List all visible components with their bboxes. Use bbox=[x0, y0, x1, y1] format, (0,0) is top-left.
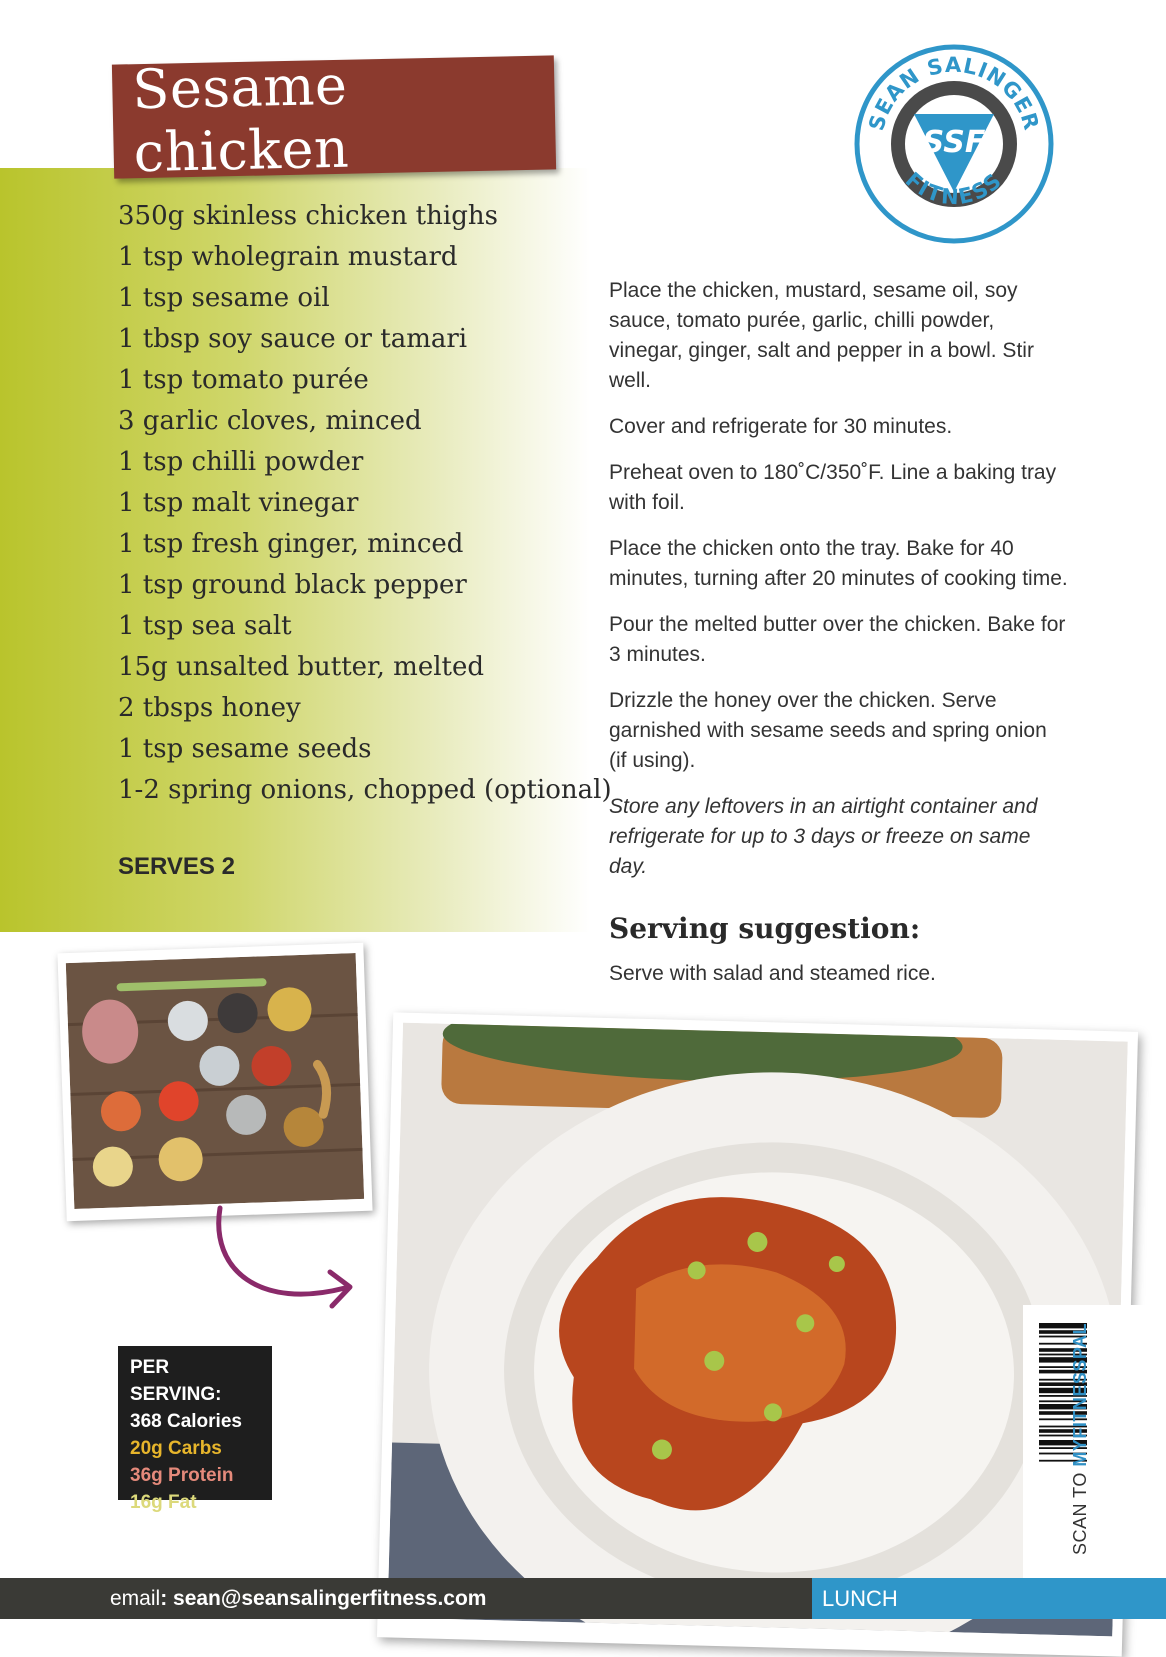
nutrition-panel bbox=[118, 1346, 272, 1513]
barcode-label bbox=[1070, 1323, 1091, 1555]
recipe-title: Sesame chicken bbox=[131, 53, 350, 185]
title-banner bbox=[112, 53, 556, 185]
logo-top-text: SEAN SALINGER bbox=[864, 52, 1044, 134]
logo-mark-text: SSF bbox=[922, 125, 986, 160]
ingredient-item: 1 tsp wholegrain mustard bbox=[118, 242, 458, 272]
method-step: Place the chicken, mustard, sesame oil, soy sauce, tomato purée, garlic, chilli powder, vinegar, ginger, salt and pepper in a bowl. Stir well. bbox=[609, 279, 1034, 392]
method-step: Place the chicken onto the tray. Bake for 40 minutes, turning after 20 minutes of cooking time. bbox=[609, 537, 1068, 590]
footer-bar bbox=[0, 1578, 1166, 1619]
ingredients-photo-image bbox=[66, 953, 364, 1209]
dish-photo-image bbox=[387, 1023, 1127, 1637]
ingredient-item: 1 tbsp soy sauce or tamari bbox=[118, 324, 468, 354]
ingredients-list bbox=[118, 196, 612, 811]
barcode-label-brand: MYFITNESSPAL bbox=[1070, 1322, 1090, 1467]
ingredient-item: 1 tsp chilli powder bbox=[118, 447, 364, 477]
ingredient-item: 1 tsp sea salt bbox=[118, 611, 292, 641]
curved-arrow-icon bbox=[210, 1200, 380, 1350]
ingredient-item: 1-2 spring onions, chopped (optional) bbox=[118, 775, 612, 805]
footer-email bbox=[110, 1578, 486, 1619]
nutrition-header: PER SERVING: bbox=[130, 1357, 222, 1405]
nutrition-fat: 16g Fat bbox=[130, 1492, 197, 1513]
barcode-label-prefix: SCAN TO bbox=[1070, 1466, 1090, 1555]
ingredient-item: 1 tsp malt vinegar bbox=[118, 488, 359, 518]
method-step: Preheat oven to 180˚C/350˚F. Line a baking tray with foil. bbox=[609, 461, 1057, 514]
ingredient-item: 3 garlic cloves, minced bbox=[118, 406, 422, 436]
email-label: email bbox=[110, 1587, 161, 1610]
nutrition-calories: 368 Calories bbox=[130, 1411, 242, 1432]
logo-bottom-text: FITNESS bbox=[900, 167, 1008, 210]
serving-suggestion-text: Serve with salad and steamed rice. bbox=[609, 962, 936, 985]
email-link[interactable]: sean@seansalingerfitness.com bbox=[173, 1587, 487, 1610]
ingredient-item: 350g skinless chicken thighs bbox=[118, 201, 498, 231]
ingredient-item: 15g unsalted butter, melted bbox=[118, 652, 484, 682]
ingredient-item: 1 tsp ground black pepper bbox=[118, 570, 467, 600]
ingredients-photo bbox=[57, 943, 372, 1222]
ingredient-item: 1 tsp fresh ginger, minced bbox=[118, 529, 464, 559]
serves-count: SERVES 2 bbox=[118, 853, 235, 880]
method-steps bbox=[609, 276, 1069, 898]
method-step: Drizzle the honey over the chicken. Serve garnished with sesame seeds and spring onion (if using). bbox=[609, 689, 1047, 772]
nutrition-carbs: 20g Carbs bbox=[130, 1438, 222, 1459]
brand-logo bbox=[852, 42, 1056, 246]
ingredient-item: 1 tsp sesame oil bbox=[118, 283, 330, 313]
category-tag: LUNCH bbox=[812, 1578, 1166, 1619]
email-separator: : bbox=[160, 1587, 174, 1610]
storage-note: Store any leftovers in an airtight container and refrigerate for up to 3 days or freeze on same day. bbox=[609, 795, 1038, 878]
ingredient-item: 1 tsp sesame seeds bbox=[118, 734, 372, 764]
method-step: Cover and refrigerate for 30 minutes. bbox=[609, 415, 953, 438]
ingredient-item: 2 tbsps honey bbox=[118, 693, 301, 723]
ingredient-item: 1 tsp tomato purée bbox=[118, 365, 369, 395]
nutrition-protein: 36g Protein bbox=[130, 1465, 234, 1486]
serving-suggestion-title: Serving suggestion: bbox=[609, 912, 921, 945]
method-step: Pour the melted butter over the chicken. Bake for 3 minutes. bbox=[609, 613, 1066, 666]
